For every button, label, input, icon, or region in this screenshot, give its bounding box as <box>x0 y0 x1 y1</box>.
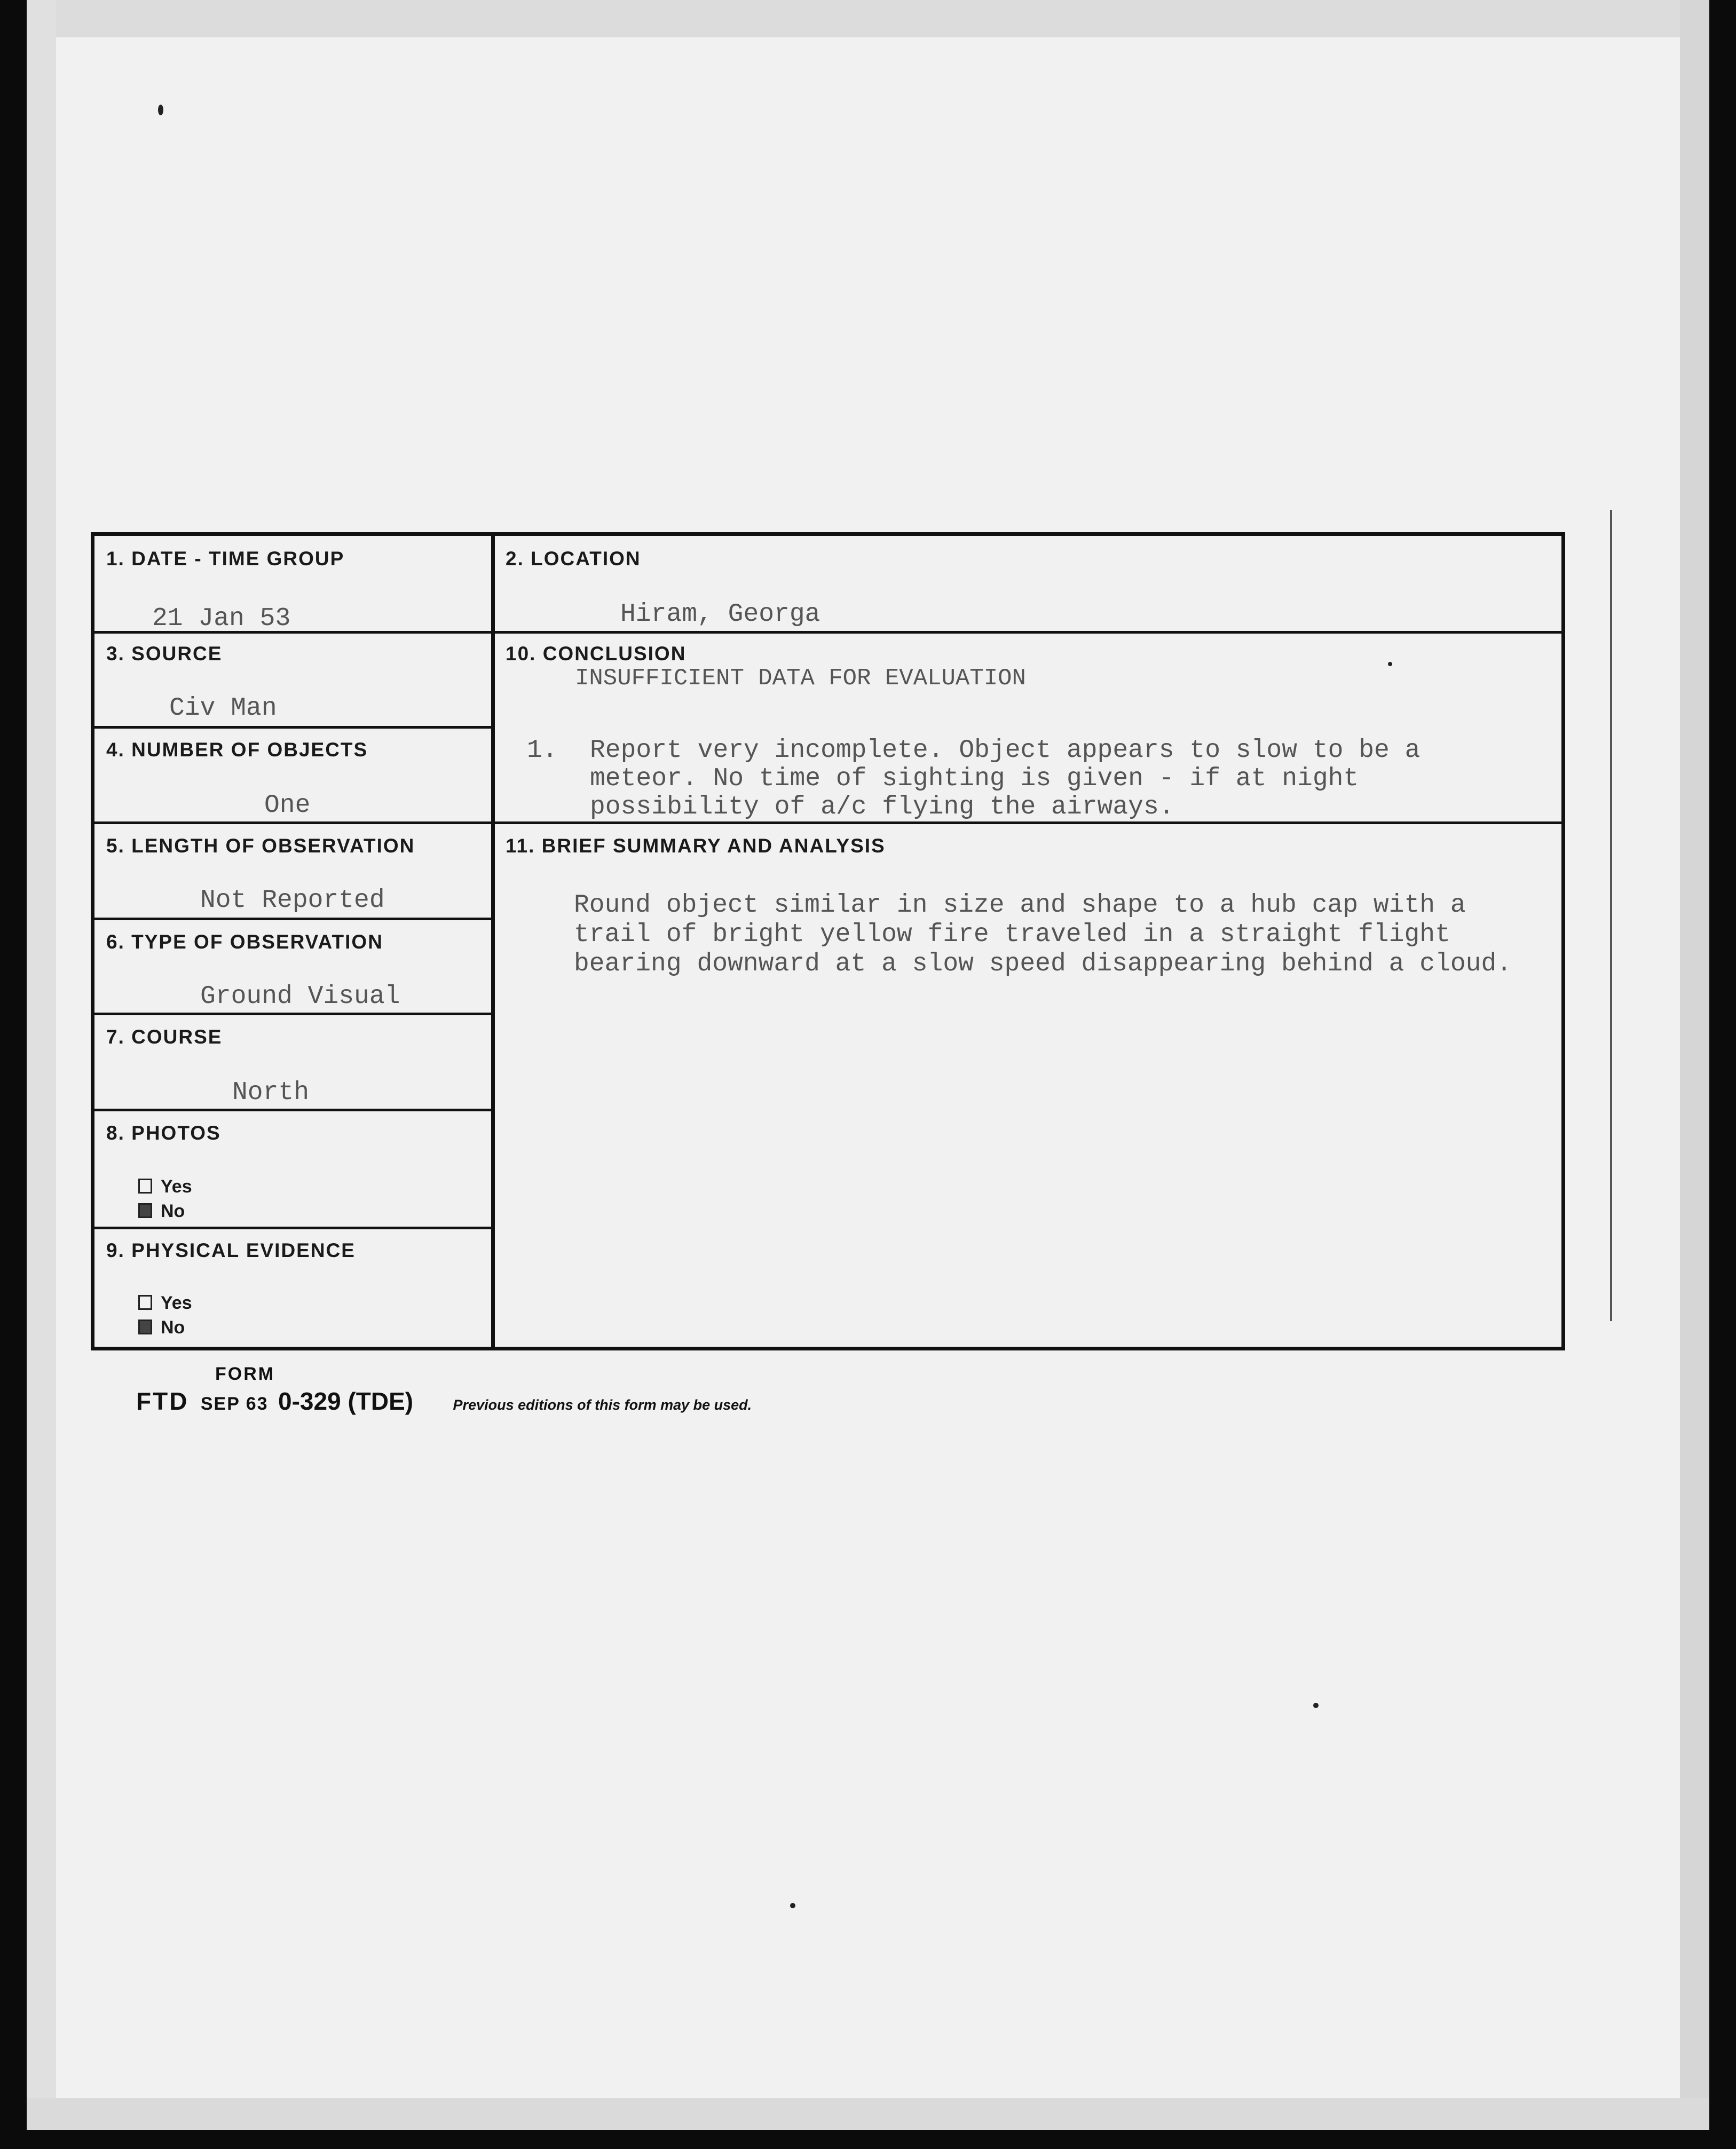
photos-no-option[interactable]: No <box>138 1201 185 1222</box>
physical-evidence-no-option[interactable]: No <box>138 1317 185 1338</box>
length-of-observation-label: 5. LENGTH OF OBSERVATION <box>106 835 415 857</box>
row-divider <box>491 631 1564 634</box>
dust-speck <box>1313 1703 1319 1708</box>
page-edge-right <box>1680 0 1709 2130</box>
physical-evidence-yes-option[interactable]: Yes <box>138 1293 192 1314</box>
conclusion-note-line: meteor. No time of sighting is given - if at night <box>590 764 1359 793</box>
length-of-observation-value: Not Reported <box>200 886 385 915</box>
form-footer <box>136 1387 752 1416</box>
checkbox-icon <box>138 1295 152 1310</box>
row-divider <box>94 1109 493 1111</box>
photos-label: 8. PHOTOS <box>106 1122 221 1144</box>
checkbox-icon <box>138 1179 152 1194</box>
course-label: 7. COURSE <box>106 1026 223 1048</box>
dust-speck <box>158 105 163 115</box>
dust-speck <box>790 1903 795 1908</box>
column-divider <box>491 536 495 1347</box>
footer-form-word: FORM <box>215 1364 275 1384</box>
photos-yes-option[interactable]: Yes <box>138 1176 192 1197</box>
number-of-objects-label: 4. NUMBER OF OBJECTS <box>106 739 368 761</box>
physical-evidence-label: 9. PHYSICAL EVIDENCE <box>106 1239 356 1261</box>
page-edge-top <box>27 0 1709 37</box>
report-form-table <box>91 532 1565 1350</box>
row-divider <box>94 821 493 824</box>
footer-ftd: FTD <box>136 1387 189 1415</box>
conclusion-value: INSUFFICIENT DATA FOR EVALUATION <box>575 665 1026 692</box>
source-label: 3. SOURCE <box>106 643 223 665</box>
footer-edition: SEP 63 <box>200 1394 269 1414</box>
footer-note: Previous editions of this form may be used. <box>453 1397 752 1413</box>
summary-line: trail of bright yellow fire traveled in a straight flight <box>574 920 1450 949</box>
conclusion-note-line: possibility of a/c flying the airways. <box>590 793 1174 821</box>
row-divider <box>94 918 493 920</box>
date-time-group-label: 1. DATE - TIME GROUP <box>106 548 345 570</box>
number-of-objects-value: One <box>264 791 311 820</box>
row-divider <box>491 821 1564 824</box>
summary-line: bearing downward at a slow speed disappearing behind a cloud. <box>574 950 1512 978</box>
conclusion-label: 10. CONCLUSION <box>506 643 686 665</box>
margin-rule <box>1610 510 1612 1321</box>
footer-form-number: 0-329 (TDE) <box>278 1387 414 1415</box>
type-of-observation-label: 6. TYPE OF OBSERVATION <box>106 931 383 953</box>
source-value: Civ Man <box>169 694 277 723</box>
summary-label: 11. BRIEF SUMMARY AND ANALYSIS <box>506 835 886 857</box>
conclusion-note-line: Report very incomplete. Object appears to slow to be a <box>590 736 1421 765</box>
checkbox-checked-icon <box>138 1203 152 1218</box>
date-time-group-value: 21 Jan 53 <box>152 604 291 633</box>
location-value: Hiram, Georga <box>620 600 820 629</box>
row-divider <box>94 726 493 729</box>
summary-line: Round object similar in size and shape to a hub cap with a <box>574 891 1466 920</box>
location-label: 2. LOCATION <box>506 548 641 570</box>
row-divider <box>94 1227 493 1229</box>
conclusion-note-number: 1. <box>527 736 558 765</box>
page-edge-bottom <box>27 2098 1709 2130</box>
course-value: North <box>232 1078 310 1107</box>
row-divider <box>94 1013 493 1015</box>
type-of-observation-value: Ground Visual <box>200 982 400 1011</box>
page-edge-left <box>27 0 56 2130</box>
checkbox-checked-icon <box>138 1320 152 1334</box>
